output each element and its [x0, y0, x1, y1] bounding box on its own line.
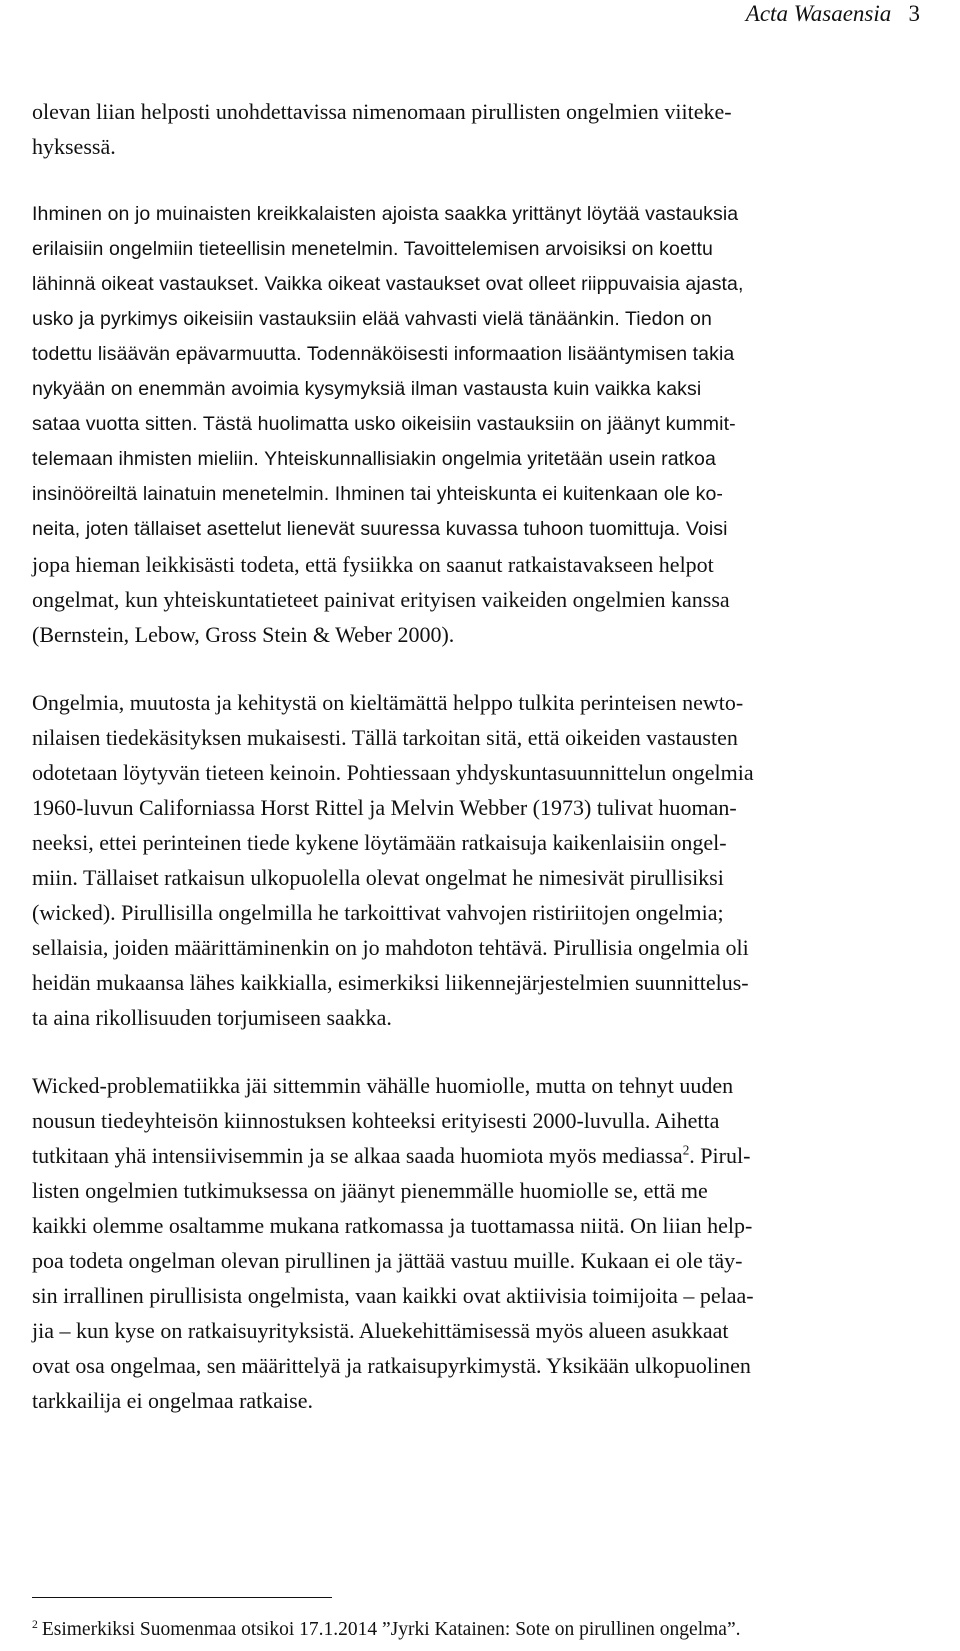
body-text [32, 94, 912, 1418]
paragraph-gap [32, 164, 912, 197]
paragraph-text-before-note: Wicked-problematiikka jäi sittemmin vähälle huomiolle, mutta on tehnyt uuden nousun tiedeyhteisön kiinnostuksen kohteeksi erityisesti 2000-luvulla. Aihetta tutkitaan yhä intensiivisemmin ja se alkaa saada huomiota myös mediassa [32, 1073, 734, 1168]
paragraph-intro-continuation: olevan liian helposti unohdettavissa nimenomaan pirullisten ongelmien viiteke- hyksessä. [32, 99, 732, 159]
paragraph-wicked-problems [32, 1068, 912, 1418]
footnote-text: Esimerkiksi Suomenmaa otsikoi 17.1.2014 ”Jyrki Katainen: Sote on pirullinen ongelma”. [41, 1619, 741, 1640]
running-header [746, 0, 920, 28]
footnote-divider [32, 1597, 332, 1598]
journal-title: Acta Wasaensia [745, 1, 892, 26]
footnote-reference[interactable]: 2 [682, 1142, 690, 1158]
page-number: 3 [908, 1, 920, 26]
paragraph-text-after-note: . Pirul- listen ongelmien tutkimuksessa on jäänyt pienemmälle huomiolle se, että me kaikki olemme osaltamme mukana ratkomassa ja tuottamassa niitä. On liian help- poa todeta ongelman olevan pirullinen ja jättää vastuu muille. Kukaan ei ole täy- sin irrallinen pirullisista ongelmista, vaan kaikki ovat aktiivisia toimijoita – pelaa- jia – kun kyse on ratkaisuyrityksistä. Aluekehittämisessä myös alueen asukkaat ovat osa ongelmaa, sen määrittelyä ja ratkaisupyrkimystä. Yksikään ulkopuolinen tarkkailija ei ongelmaa ratkaise. [32, 1143, 754, 1413]
paragraph-rittel-webber: Ongelmia, muutosta ja kehitystä on kieltämättä helppo tulkita perinteisen newto- nilaisen tiedekäsityksen mukaisesti. Tällä tarkoitan sitä, että oikeiden vastausten odotetaan löytyvän tieteen keinoin. Pohtiessaan yhdyskuntasuunnittelun ongelmia 1960-luvun Californiassa Horst Rittel ja Melvin Webber (1973) tulivat huoman- neeksi, ettei perinteinen tiede kykene löytämään ratkaisuja kaikenlaisiin ongel- miin. Tällaiset ratkaisun ulkopuolella olevat ongelmat he nimesivät pirullisiksi (wicked). Pirullisilla ongelmilla he tarkoittivat vahvojen ristiriitojen ongelmia; sellaisia, joiden määrittäminenkin on jo mahdoton tehtävä. Pirullisia ongelmia oli heidän mukaansa lähes kaikkialla, esimerkiksi liikennejärjestelmien suunnittelus- ta aina rikollisuuden torjumiseen saakka. [32, 690, 754, 1030]
footnote-mark: 2 [32, 1617, 38, 1631]
footnote [32, 1618, 922, 1642]
paragraph-greek-history: Ihminen on jo muinaisten kreikkalaisten ajoista saakka yrittänyt löytää vastauksia erilaisiin ongelmiin tieteellisin menetelmin. Tavoittelemisen arvoisiksi on koettu lähinnä oikeat vastaukset. Vaikka oikeat vastaukset ovat olleet riippuvaisia ajasta, usko ja pyrkimys oikeisiin vastauksiin elää vahvasti vielä tänäänkin. Tiedon on todettu lisäävän epävarmuutta. Todennäköisesti informaation lisääntymisen takia nykyään on enemmän avoimia kysymyksiä ilman vastausta kuin vaikka kaksi sataa vuotta sitten. Tästä huolimatta usko oikeisiin vastauksiin on jäänyt kummit- telemaan ihmisten mieliin. Yhteiskunnallisiakin ongelmia yritetään usein ratkoa insinööreiltä lainatuin menetelmin. Ihminen tai yhteiskunta ei kuitenkaan ole ko- neita, joten tällaiset asettelut lienevät suuressa kuvassa tuhoon tuomittuja. Voisi [32, 203, 744, 540]
paragraph-gap [32, 1035, 912, 1068]
paragraph-gap [32, 652, 912, 685]
paragraph-physics-remark: jopa hieman leikkisästi todeta, että fysiikka on saanut ratkaistavakseen helpot ongelmat, kun yhteiskuntatieteet painivat erityisen vaikeiden ongelmien kanssa (Bernstein, Lebow, Gross Stein & Weber 2000). [32, 552, 730, 647]
